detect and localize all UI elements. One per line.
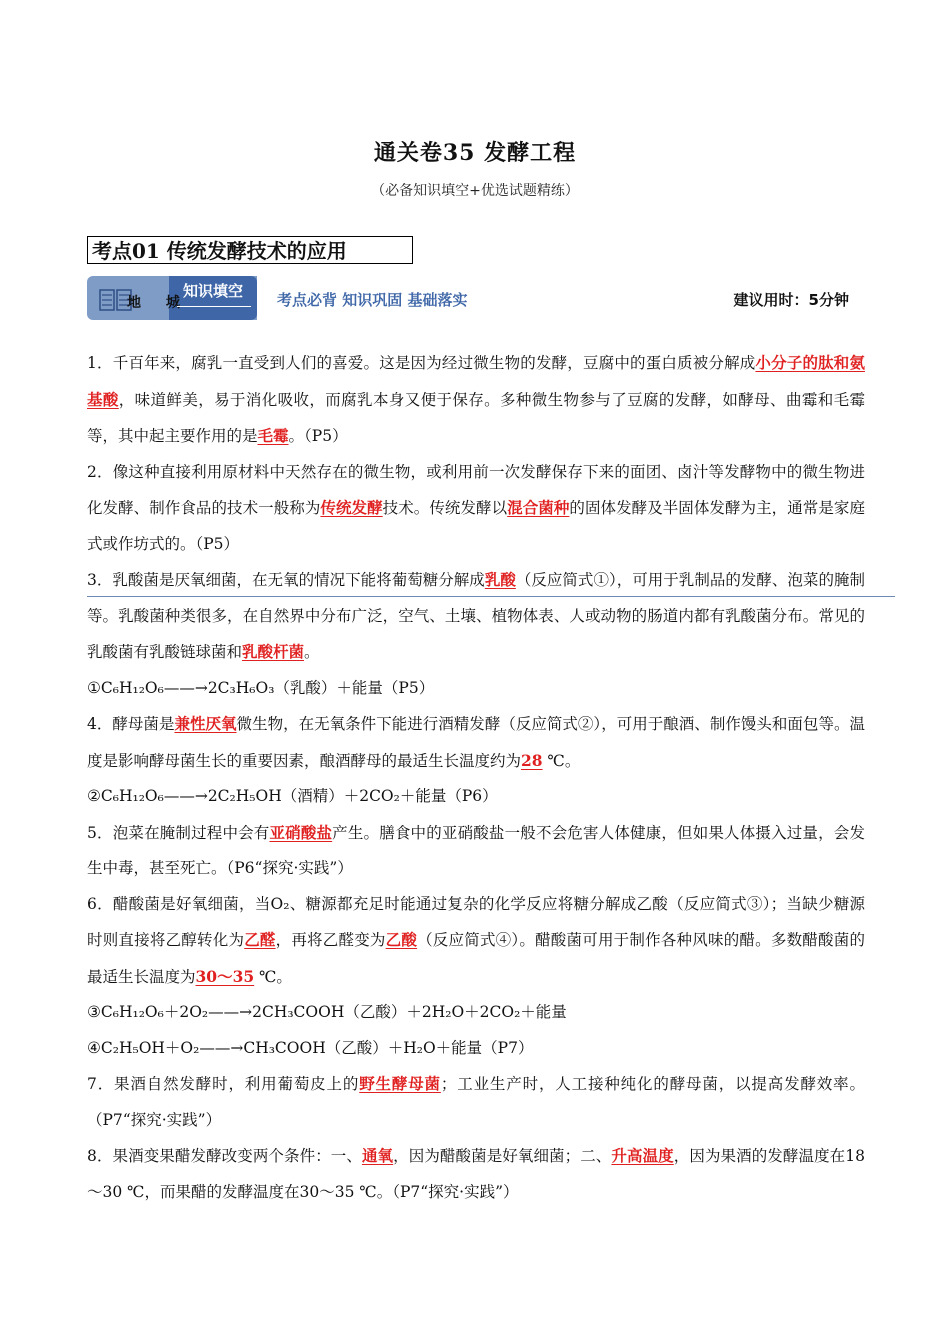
answer: 乳酸: [484, 570, 516, 589]
answer: 28: [521, 750, 543, 770]
answer: 乳酸杆菌: [242, 642, 305, 661]
item-1: 1．千百年来，腐乳一直受到人们的喜爱。这是因为经过微生物的发酵，豆腐中的蛋白质被分解成小分子的肽和氨基酸，味道鲜美，易于消化吸收，而腐乳本身又便于保存。多种微生物参与了豆腐的发酵，如酵母、曲霉和毛霉等，其中起主要作用的是毛霉。（P5）: [87, 353, 865, 445]
knowledge-banner: [87, 276, 895, 324]
answer: 传统发酵: [320, 498, 383, 517]
item-3: 3．乳酸菌是厌氧细菌，在无氧的情况下能将葡萄糖分解成乳酸（反应简式①），可用于乳制品的发酵、泡菜的腌制等。乳酸菌种类很多，在自然界中分布广泛，空气、土壤、植物体表、人或动物的肠道内都有乳酸菌分布。常见的乳酸菌有乳酸链球菌和乳酸杆菌。: [87, 570, 865, 661]
banner-region: 地 城: [127, 295, 190, 311]
answer: 兼性厌氧: [174, 714, 237, 733]
answer: 升高温度: [611, 1146, 674, 1165]
item-5: 5．泡菜在腌制过程中会有亚硝酸盐产生。膳食中的亚硝酸盐一般不会危害人体健康，但如果人体摄入过量，会发生中毒，甚至死亡。（P6“探究·实践”）: [87, 822, 865, 877]
banner-slogan: 考点必背 知识巩固 基础落实: [277, 291, 468, 309]
answer: 30～35: [195, 966, 255, 986]
content: [87, 345, 865, 1210]
suggested-time: 建议用时：5分钟: [733, 291, 849, 309]
banner-label: 知识填空: [182, 282, 243, 300]
answer: 乙酸: [385, 930, 418, 949]
answer: 野生酵母菌: [359, 1074, 441, 1093]
item-6: 6．醋酸菌是好氧细菌，当O₂、糖源都充足时能通过复杂的化学反应将糖分解成乙酸（反应简式③）；当缺少糖源时则直接将乙醇转化为乙醛，再将乙醛变为乙酸（反应简式④）。醋酸菌可用于制作各种风味的醋。多数醋酸菌的最适生长温度为30～35 ℃。: [87, 894, 865, 986]
equation-1: ①C₆H₁₂O₆——→2C₃H₆O₃（乳酸）＋能量（P5）: [87, 678, 435, 697]
item-7: 7．果酒自然发酵时，利用葡萄皮上的野生酵母菌；工业生产时，人工接种纯化的酵母菌，以提高发酵效率。（P7“探究·实践”）: [87, 1074, 865, 1129]
banner-label-underline: [177, 306, 251, 307]
item-4: 4．酵母菌是兼性厌氧微生物，在无氧条件下能进行酒精发酵（反应简式②），可用于酿酒、制作馒头和面包等。温度是影响酵母菌生长的重要因素，酿酒酵母的最适生长温度约为28 ℃。: [87, 714, 865, 770]
answer: 亚硝酸盐: [269, 822, 333, 842]
equation-2: ②C₆H₁₂O₆——→2C₂H₅OH（酒精）＋2CO₂＋能量（P6）: [87, 787, 498, 805]
page-subtitle: （必备知识填空+优选试题精练）: [371, 183, 579, 199]
answer: 毛霉: [257, 426, 289, 445]
equation-3: ③C₆H₁₂O₆＋2O₂——→2CH₃COOH（乙酸）＋2H₂O＋2CO₂＋能量: [87, 1003, 567, 1021]
section-heading: 考点01 传统发酵技术的应用: [87, 236, 413, 264]
answer: 混合菌种: [507, 498, 570, 517]
answer: 通氧: [361, 1146, 394, 1165]
item-2: 2．像这种直接利用原材料中天然存在的微生物，或利用前一次发酵保存下来的面团、卤汁等发酵物中的微生物进化发酵、制作食品的技术一般称为传统发酵技术。传统发酵以混合菌种的固体发酵及半固体发酵为主，通常是家庭式或作坊式的。（P5）: [87, 462, 865, 553]
answer: 小分子的肽和氨基酸: [87, 353, 865, 409]
equation-4: ④C₂H₅OH＋O₂——→CH₃COOH（乙酸）＋H₂O＋能量（P7）: [87, 1038, 534, 1057]
item-8: 8．果酒变果醋发酵改变两个条件：一、通氧，因为醋酸菌是好氧细菌；二、升高温度，因为果酒的发酵温度在18～30 ℃，而果醋的发酵温度在30～35 ℃。（P7“探究·实践”）: [87, 1146, 865, 1201]
page-title: 通关卷35 发酵工程: [373, 140, 577, 166]
answer: 乙醛: [244, 930, 276, 949]
